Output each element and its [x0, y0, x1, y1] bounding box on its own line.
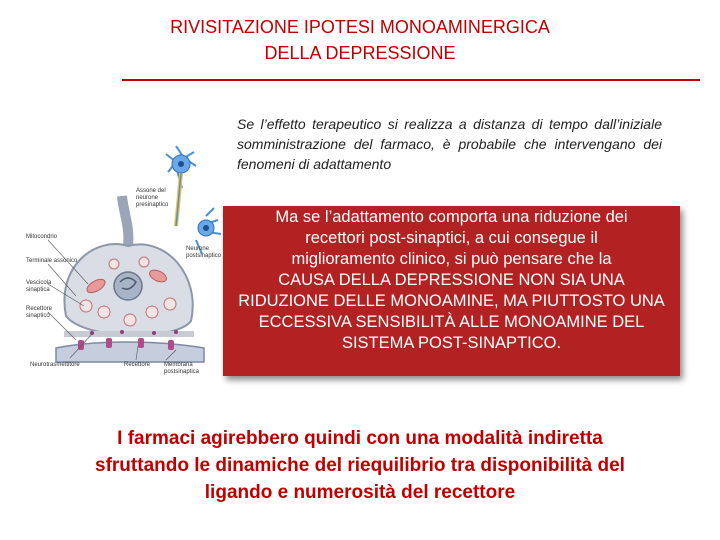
callout-line: SISTEMA POST-SINAPTICO.: [341, 334, 562, 352]
callout-line: Ma se l’adattamento comporta una riduzione dei: [275, 208, 628, 226]
presynaptic-neuron-icon: [166, 146, 196, 226]
callout-line: RIDUZIONE DELLE MONOAMINE, MA PIUTTOSTO UNA: [238, 292, 665, 310]
label-terminal: Terminale assonico: [26, 258, 78, 264]
conclusion-line: sfruttando le dinamiche del riequilibrio tra disponibilità del: [95, 455, 625, 476]
label-membrane: Membrana postsinaptica: [164, 362, 200, 375]
page-title-line-1: RIVISITAZIONE IPOTESI MONOAMINERGICA: [170, 17, 550, 37]
callout-box: [223, 206, 680, 376]
label-mitochondrion: Mitocondrio: [26, 234, 58, 240]
page-title-line-2: DELLA DEPRESSIONE: [264, 43, 456, 63]
callout-line: CAUSA DELLA DEPRESSIONE NON SIA UNA: [278, 271, 625, 289]
intro-paragraph: Se l’effetto terapeutico si realizza a distanza di tempo dall’iniziale somministrazione del farmaco, è probabile che intervengano dei fenomeni di adattamento: [237, 116, 662, 172]
title-divider: [122, 79, 700, 81]
callout-line: ECCESSIVA SENSIBILITÀ ALLE MONOAMINE DEL: [258, 313, 645, 331]
page-title: [60, 14, 660, 66]
label-receptor: Recettore sinaptico: [26, 306, 53, 319]
conclusion-line: ligando e numerosità del recettore: [204, 482, 516, 503]
conclusion-line: I farmaci agirebbero quindi con una modalità indiretta: [117, 428, 603, 449]
label-vesicle: Vescicola sinaptica: [26, 280, 52, 293]
label-postsynaptic-neuron: Neurone postsinaptico: [186, 246, 222, 259]
label-neurotransmitter: Neurotrasmettitore: [30, 362, 80, 368]
label-receptor-bottom: Recettore: [124, 362, 151, 368]
conclusion-text: [40, 425, 680, 506]
callout-line: miglioramento clinico, si può pensare che la: [291, 250, 612, 268]
synapse-illustration: [26, 136, 226, 378]
callout-line: recettori post-sinaptici, a cui consegue il: [305, 229, 598, 247]
label-axon: Assone del neurone presinaptico: [136, 188, 169, 208]
